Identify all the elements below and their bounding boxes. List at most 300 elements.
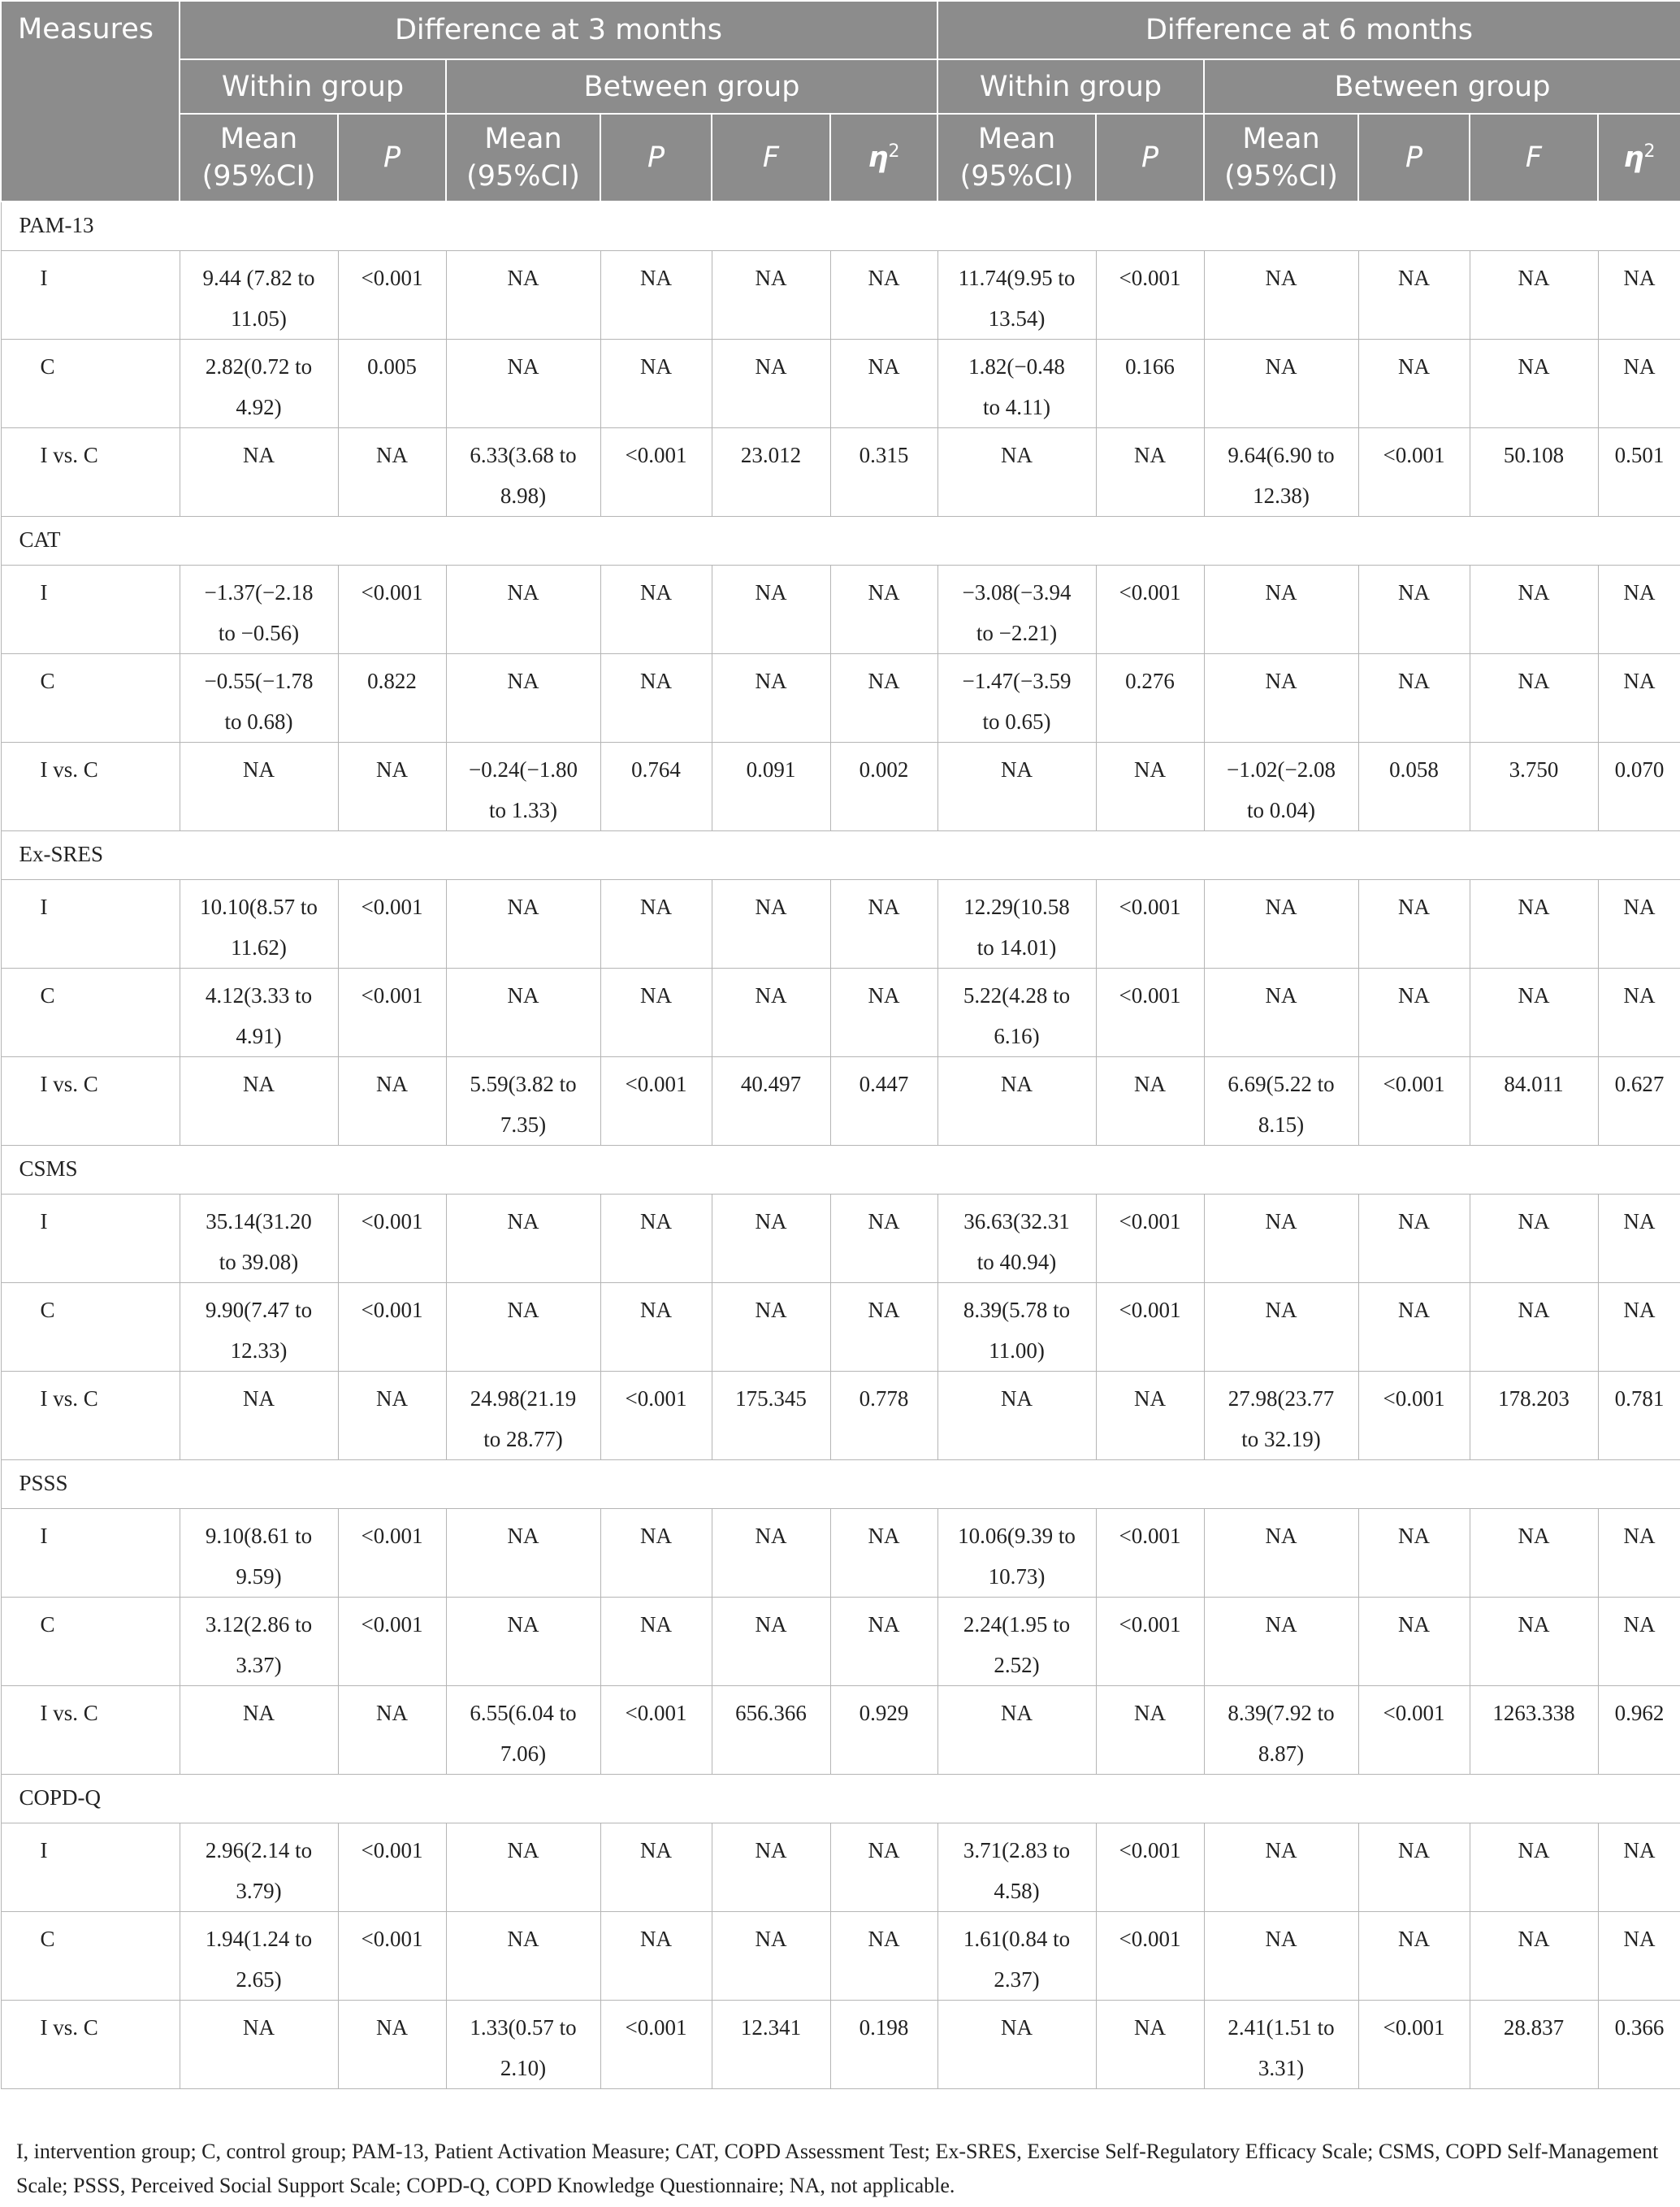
cell-line: NA: [1398, 1297, 1430, 1322]
cell-line: NA: [1623, 579, 1656, 605]
cell-line: <0.001: [1119, 1611, 1181, 1637]
cell-line: NA: [1265, 982, 1297, 1008]
table-cell: [1204, 1371, 1358, 1459]
table-cell: [180, 1508, 338, 1597]
cell-line: NA: [1398, 982, 1430, 1008]
cell-line: NA: [868, 353, 900, 379]
table-cell: [338, 653, 446, 742]
cell-line: <0.001: [1119, 894, 1181, 919]
cell-line: 8.39(7.92 to: [1228, 1700, 1335, 1725]
cell-line: NA: [640, 1208, 672, 1234]
cell-line: NA: [1001, 1385, 1033, 1411]
table-cell: [1470, 565, 1598, 653]
cell-line: 2.96(2.14 to: [205, 1837, 313, 1862]
cell-line: NA: [1398, 1523, 1430, 1548]
cell-line: 5.59(3.82 to: [470, 1071, 577, 1096]
table-cell: [712, 879, 830, 968]
table-footnote: [16, 2135, 1665, 2203]
cell-line: NA: [1265, 265, 1297, 290]
table-cell: [180, 1823, 338, 1911]
cell-line: 35.14(31.20: [206, 1208, 312, 1234]
cell-line: to 0.04): [1247, 797, 1315, 822]
table-cell: [600, 339, 712, 427]
section-label: PSSS: [1, 1459, 1680, 1508]
table-cell: [937, 250, 1096, 339]
cell-line: 12.29(10.58: [963, 894, 1070, 919]
cell-line: <0.001: [361, 1611, 423, 1637]
cell-line: 10.06(9.39 to: [958, 1523, 1076, 1548]
table-cell: [712, 1508, 830, 1597]
table-cell: [338, 1597, 446, 1685]
table-cell: [937, 1371, 1096, 1459]
table-cell: [338, 742, 446, 830]
table-cell: [712, 1823, 830, 1911]
table-cell: [180, 1371, 338, 1459]
cell-line: NA: [1518, 894, 1550, 919]
cell-line: NA: [755, 1208, 787, 1234]
cell-line: <0.001: [625, 1700, 687, 1725]
cell-line: NA: [640, 1523, 672, 1548]
table-cell: [1204, 1056, 1358, 1145]
table-cell: [180, 1282, 338, 1371]
table-cell: [1598, 565, 1680, 653]
cell-line: <0.001: [625, 2014, 687, 2040]
table-cell: [830, 1597, 937, 1685]
table-cell: [1096, 1371, 1204, 1459]
p-header: P: [1096, 114, 1204, 202]
row-label: C: [1, 339, 180, 427]
cell-line: NA: [868, 1837, 900, 1862]
cell-line: <0.001: [1383, 2014, 1445, 2040]
cell-line: NA: [755, 894, 787, 919]
table-cell: [1204, 1911, 1358, 2000]
table-cell: [1598, 1685, 1680, 1774]
table-cell: [830, 742, 937, 830]
cell-line: NA: [868, 579, 900, 605]
table-cell: [1204, 427, 1358, 516]
table-cell: [338, 565, 446, 653]
cell-line: NA: [1623, 668, 1656, 693]
cell-line: NA: [640, 1926, 672, 1951]
table-cell: [937, 1056, 1096, 1145]
table-cell: [600, 1194, 712, 1282]
table-body: [1, 202, 1680, 2088]
cell-line: NA: [868, 265, 900, 290]
cell-line: NA: [1265, 579, 1297, 605]
table-cell: [1358, 1194, 1470, 1282]
cell-line: 0.764: [631, 757, 681, 782]
cell-line: 8.98): [500, 483, 547, 508]
table-cell: [180, 2000, 338, 2088]
cell-line: NA: [755, 1837, 787, 1862]
cell-line: NA: [868, 1611, 900, 1637]
cell-line: to −2.21): [976, 620, 1058, 645]
cell-line: 12.33): [230, 1338, 288, 1363]
table-cell: [830, 250, 937, 339]
cell-line: NA: [376, 1700, 408, 1725]
cell-line: 3.79): [236, 1878, 282, 1903]
table-cell: [446, 565, 600, 653]
cell-line: 11.00): [989, 1338, 1045, 1363]
cell-line: NA: [507, 982, 539, 1008]
row-label: I: [1, 565, 180, 653]
cell-line: NA: [1518, 265, 1550, 290]
table-cell: [712, 1194, 830, 1282]
table-cell: [180, 427, 338, 516]
table-cell: [712, 565, 830, 653]
table-cell: [1598, 1056, 1680, 1145]
cell-line: <0.001: [361, 1297, 423, 1322]
cell-line: 1.94(1.24 to: [205, 1926, 313, 1951]
table-cell: [1096, 968, 1204, 1056]
table-cell: [1204, 968, 1358, 1056]
table-cell: [338, 879, 446, 968]
table-row: [1, 1823, 1680, 1911]
cell-line: NA: [1398, 1611, 1430, 1637]
cell-line: 2.65): [236, 1966, 282, 1992]
table-cell: [1470, 1911, 1598, 2000]
cell-line: NA: [243, 1385, 275, 1411]
cell-line: <0.001: [1119, 1297, 1181, 1322]
table-cell: [180, 968, 338, 1056]
cell-line: 4.12(3.33 to: [205, 982, 313, 1008]
section-row: [1, 202, 1680, 250]
table-row: [1, 968, 1680, 1056]
table-cell: [830, 427, 937, 516]
table-cell: [600, 1508, 712, 1597]
table-cell: [1598, 2000, 1680, 2088]
cell-line: 10.10(8.57 to: [200, 894, 318, 919]
cell-line: to 1.33): [489, 797, 557, 822]
cell-line: NA: [1398, 1208, 1430, 1234]
cell-line: NA: [868, 1523, 900, 1548]
table-cell: [338, 1056, 446, 1145]
cell-line: to −0.56): [218, 620, 300, 645]
row-label: I: [1, 879, 180, 968]
cell-line: 0.070: [1614, 757, 1665, 782]
table-cell: [1358, 879, 1470, 968]
cell-line: 3.750: [1509, 757, 1559, 782]
cell-line: <0.001: [361, 579, 423, 605]
table-cell: [1598, 250, 1680, 339]
cell-line: 84.011: [1504, 1071, 1564, 1096]
table-cell: [600, 1911, 712, 2000]
table-cell: [600, 1597, 712, 1685]
table-cell: [937, 339, 1096, 427]
cell-line: <0.001: [1383, 1700, 1445, 1725]
table-cell: [446, 250, 600, 339]
cell-line: NA: [640, 1297, 672, 1322]
table-cell: [1096, 1823, 1204, 1911]
table-cell: [937, 1685, 1096, 1774]
table-cell: [1470, 879, 1598, 968]
cell-line: 6.16): [994, 1023, 1040, 1048]
cell-line: NA: [640, 579, 672, 605]
table-cell: [600, 1056, 712, 1145]
cell-line: NA: [1265, 1523, 1297, 1548]
table-cell: [712, 1056, 830, 1145]
table-cell: [830, 1911, 937, 2000]
cell-line: NA: [243, 757, 275, 782]
table-cell: [830, 2000, 937, 2088]
cell-line: 4.58): [994, 1878, 1040, 1903]
cell-line: <0.001: [1119, 579, 1181, 605]
cell-line: 0.276: [1125, 668, 1175, 693]
table-cell: [1204, 1508, 1358, 1597]
cell-line: 0.781: [1614, 1385, 1665, 1411]
cell-line: 13.54): [988, 306, 1046, 331]
table-cell: [1470, 1508, 1598, 1597]
cell-line: NA: [1398, 1926, 1430, 1951]
cell-line: NA: [868, 894, 900, 919]
table-cell: [712, 427, 830, 516]
table-row: [1, 1056, 1680, 1145]
cell-line: NA: [376, 2014, 408, 2040]
cell-line: NA: [1518, 1208, 1550, 1234]
cell-line: to 14.01): [976, 934, 1057, 960]
cell-line: NA: [755, 579, 787, 605]
table-cell: [1470, 2000, 1598, 2088]
cell-line: <0.001: [1383, 1071, 1445, 1096]
cell-line: NA: [507, 668, 539, 693]
table-cell: [712, 968, 830, 1056]
table-cell: [1598, 1823, 1680, 1911]
cell-line: NA: [1623, 1611, 1656, 1637]
cell-line: <0.001: [361, 1523, 423, 1548]
table-cell: [446, 879, 600, 968]
table-cell: [338, 1194, 446, 1282]
table-cell: [1096, 1685, 1204, 1774]
table-cell: [180, 1597, 338, 1685]
table-cell: [1358, 427, 1470, 516]
table-row: [1, 1597, 1680, 1685]
cell-line: NA: [1001, 1700, 1033, 1725]
table-cell: [1204, 565, 1358, 653]
cell-line: 4.91): [236, 1023, 282, 1048]
table-cell: [1470, 1282, 1598, 1371]
table-cell: [830, 565, 937, 653]
cell-line: <0.001: [1119, 265, 1181, 290]
table-cell: [712, 653, 830, 742]
cell-line: NA: [1518, 1297, 1550, 1322]
table-cell: [600, 250, 712, 339]
cell-line: NA: [243, 2014, 275, 2040]
table-cell: [600, 1685, 712, 1774]
table-cell: [937, 653, 1096, 742]
table-cell: [1598, 1597, 1680, 1685]
table-row: [1, 565, 1680, 653]
cell-line: <0.001: [361, 982, 423, 1008]
table-cell: [1470, 339, 1598, 427]
cell-line: 5.22(4.28 to: [963, 982, 1071, 1008]
row-label: I: [1, 1194, 180, 1282]
table-cell: [180, 1194, 338, 1282]
cell-line: NA: [1001, 1071, 1033, 1096]
cell-line: NA: [640, 668, 672, 693]
cell-line: −0.55(−1.78: [204, 668, 314, 693]
cell-line: <0.001: [361, 1208, 423, 1234]
section-row: [1, 1459, 1680, 1508]
cell-line: 11.05): [231, 306, 287, 331]
table-cell: [830, 968, 937, 1056]
cell-line: NA: [755, 668, 787, 693]
table-cell: [600, 427, 712, 516]
table-cell: [712, 1282, 830, 1371]
cell-line: 0.501: [1614, 442, 1665, 467]
table-cell: [1598, 1371, 1680, 1459]
table-cell: [1358, 1371, 1470, 1459]
table-cell: [180, 879, 338, 968]
cell-line: 0.002: [859, 757, 909, 782]
cell-line: NA: [1518, 1926, 1550, 1951]
cell-line: NA: [868, 668, 900, 693]
table-cell: [600, 742, 712, 830]
table-cell: [1204, 1282, 1358, 1371]
cell-line: NA: [1518, 668, 1550, 693]
footnote-line: Scale; PSSS, Perceived Social Support Scale; COPD-Q, COPD Knowledge Questionnaire; NA, not applicable.: [16, 2174, 955, 2197]
cell-line: NA: [1265, 668, 1297, 693]
table-cell: [1358, 250, 1470, 339]
cell-line: 0.315: [859, 442, 909, 467]
section-row: [1, 516, 1680, 565]
mean-ci-header: Mean (95%CI): [1204, 114, 1358, 202]
table-cell: [600, 968, 712, 1056]
table-cell: [937, 427, 1096, 516]
table-cell: [1096, 1597, 1204, 1685]
table-cell: [1358, 339, 1470, 427]
cell-line: <0.001: [1383, 442, 1445, 467]
table-cell: [830, 1823, 937, 1911]
cell-line: NA: [243, 1071, 275, 1096]
cell-line: 0.962: [1614, 1700, 1665, 1725]
row-label: I: [1, 1823, 180, 1911]
cell-line: <0.001: [625, 1071, 687, 1096]
p-header: P: [1358, 114, 1470, 202]
table-header: [1, 1, 1680, 202]
cell-line: 3.37): [236, 1652, 282, 1677]
table-row: [1, 1371, 1680, 1459]
table-cell: [712, 250, 830, 339]
table-cell: [1096, 339, 1204, 427]
cell-line: 0.058: [1389, 757, 1439, 782]
cell-line: 2.10): [500, 2055, 547, 2080]
table-row: [1, 339, 1680, 427]
cell-line: NA: [1134, 1385, 1166, 1411]
table-cell: [830, 339, 937, 427]
cell-line: <0.001: [1119, 1208, 1181, 1234]
cell-line: NA: [1398, 668, 1430, 693]
cell-line: 12.38): [1253, 483, 1310, 508]
table-cell: [600, 1823, 712, 1911]
cell-line: NA: [507, 1837, 539, 1862]
cell-line: 2.24(1.95 to: [963, 1611, 1071, 1637]
section-label: PAM-13: [1, 202, 1680, 250]
table-row: [1, 1911, 1680, 2000]
cell-line: NA: [376, 1385, 408, 1411]
cell-line: 36.63(32.31: [963, 1208, 1070, 1234]
table-cell: [1358, 2000, 1470, 2088]
cell-line: 11.74(9.95 to: [958, 265, 1076, 290]
table-cell: [1358, 1508, 1470, 1597]
table-cell: [937, 968, 1096, 1056]
cell-line: NA: [1623, 353, 1656, 379]
table-cell: [446, 2000, 600, 2088]
cell-line: NA: [1398, 1837, 1430, 1862]
table-cell: [180, 1911, 338, 2000]
cell-line: <0.001: [361, 265, 423, 290]
table-cell: [1096, 653, 1204, 742]
table-cell: [937, 1597, 1096, 1685]
table-cell: [446, 968, 600, 1056]
table-cell: [1096, 250, 1204, 339]
table-cell: [1470, 742, 1598, 830]
cell-line: NA: [507, 1926, 539, 1951]
cell-line: NA: [376, 1071, 408, 1096]
mean-ci-header: Mean (95%CI): [446, 114, 600, 202]
cell-line: to 32.19): [1241, 1426, 1321, 1451]
table-cell: [338, 1685, 446, 1774]
cell-line: NA: [640, 1611, 672, 1637]
cell-line: 40.497: [740, 1071, 802, 1096]
table-cell: [1204, 2000, 1358, 2088]
cell-line: NA: [1518, 1837, 1550, 1862]
cell-line: NA: [640, 353, 672, 379]
cell-line: NA: [868, 1297, 900, 1322]
row-label: I vs. C: [1, 427, 180, 516]
table-cell: [446, 1685, 600, 1774]
table-row: [1, 742, 1680, 830]
table-cell: [830, 1194, 937, 1282]
table-cell: [937, 2000, 1096, 2088]
cell-line: 8.87): [1258, 1741, 1305, 1766]
cell-line: NA: [1265, 1208, 1297, 1234]
cell-line: 0.166: [1125, 353, 1175, 379]
cell-line: 6.33(3.68 to: [470, 442, 577, 467]
table-cell: [712, 1597, 830, 1685]
table-cell: [830, 1282, 937, 1371]
cell-line: 6.69(5.22 to: [1228, 1071, 1335, 1096]
cell-line: 9.59): [236, 1563, 282, 1589]
cell-line: 12.341: [740, 2014, 802, 2040]
table-cell: [1598, 653, 1680, 742]
cell-line: <0.001: [1119, 1837, 1181, 1862]
table-cell: [1470, 653, 1598, 742]
table-row: [1, 1282, 1680, 1371]
cell-line: 11.62): [231, 934, 287, 960]
table-cell: [338, 2000, 446, 2088]
table-cell: [446, 427, 600, 516]
cell-line: <0.001: [361, 1837, 423, 1862]
cell-line: 2.41(1.51 to: [1228, 2014, 1335, 2040]
table-cell: [600, 1282, 712, 1371]
cell-line: NA: [507, 353, 539, 379]
cell-line: NA: [507, 1523, 539, 1548]
table-cell: [1204, 1685, 1358, 1774]
cell-line: NA: [1623, 894, 1656, 919]
f-header: F: [712, 114, 830, 202]
cell-line: 4.92): [236, 394, 282, 419]
cell-line: NA: [376, 442, 408, 467]
cell-line: NA: [755, 1611, 787, 1637]
table-cell: [1470, 1823, 1598, 1911]
table-cell: [937, 1911, 1096, 2000]
cell-line: NA: [755, 982, 787, 1008]
cell-line: 178.203: [1498, 1385, 1570, 1411]
between-group-header-3m: Between group: [446, 59, 937, 114]
table-cell: [1358, 1282, 1470, 1371]
table-row: [1, 1194, 1680, 1282]
table-cell: [1096, 1194, 1204, 1282]
